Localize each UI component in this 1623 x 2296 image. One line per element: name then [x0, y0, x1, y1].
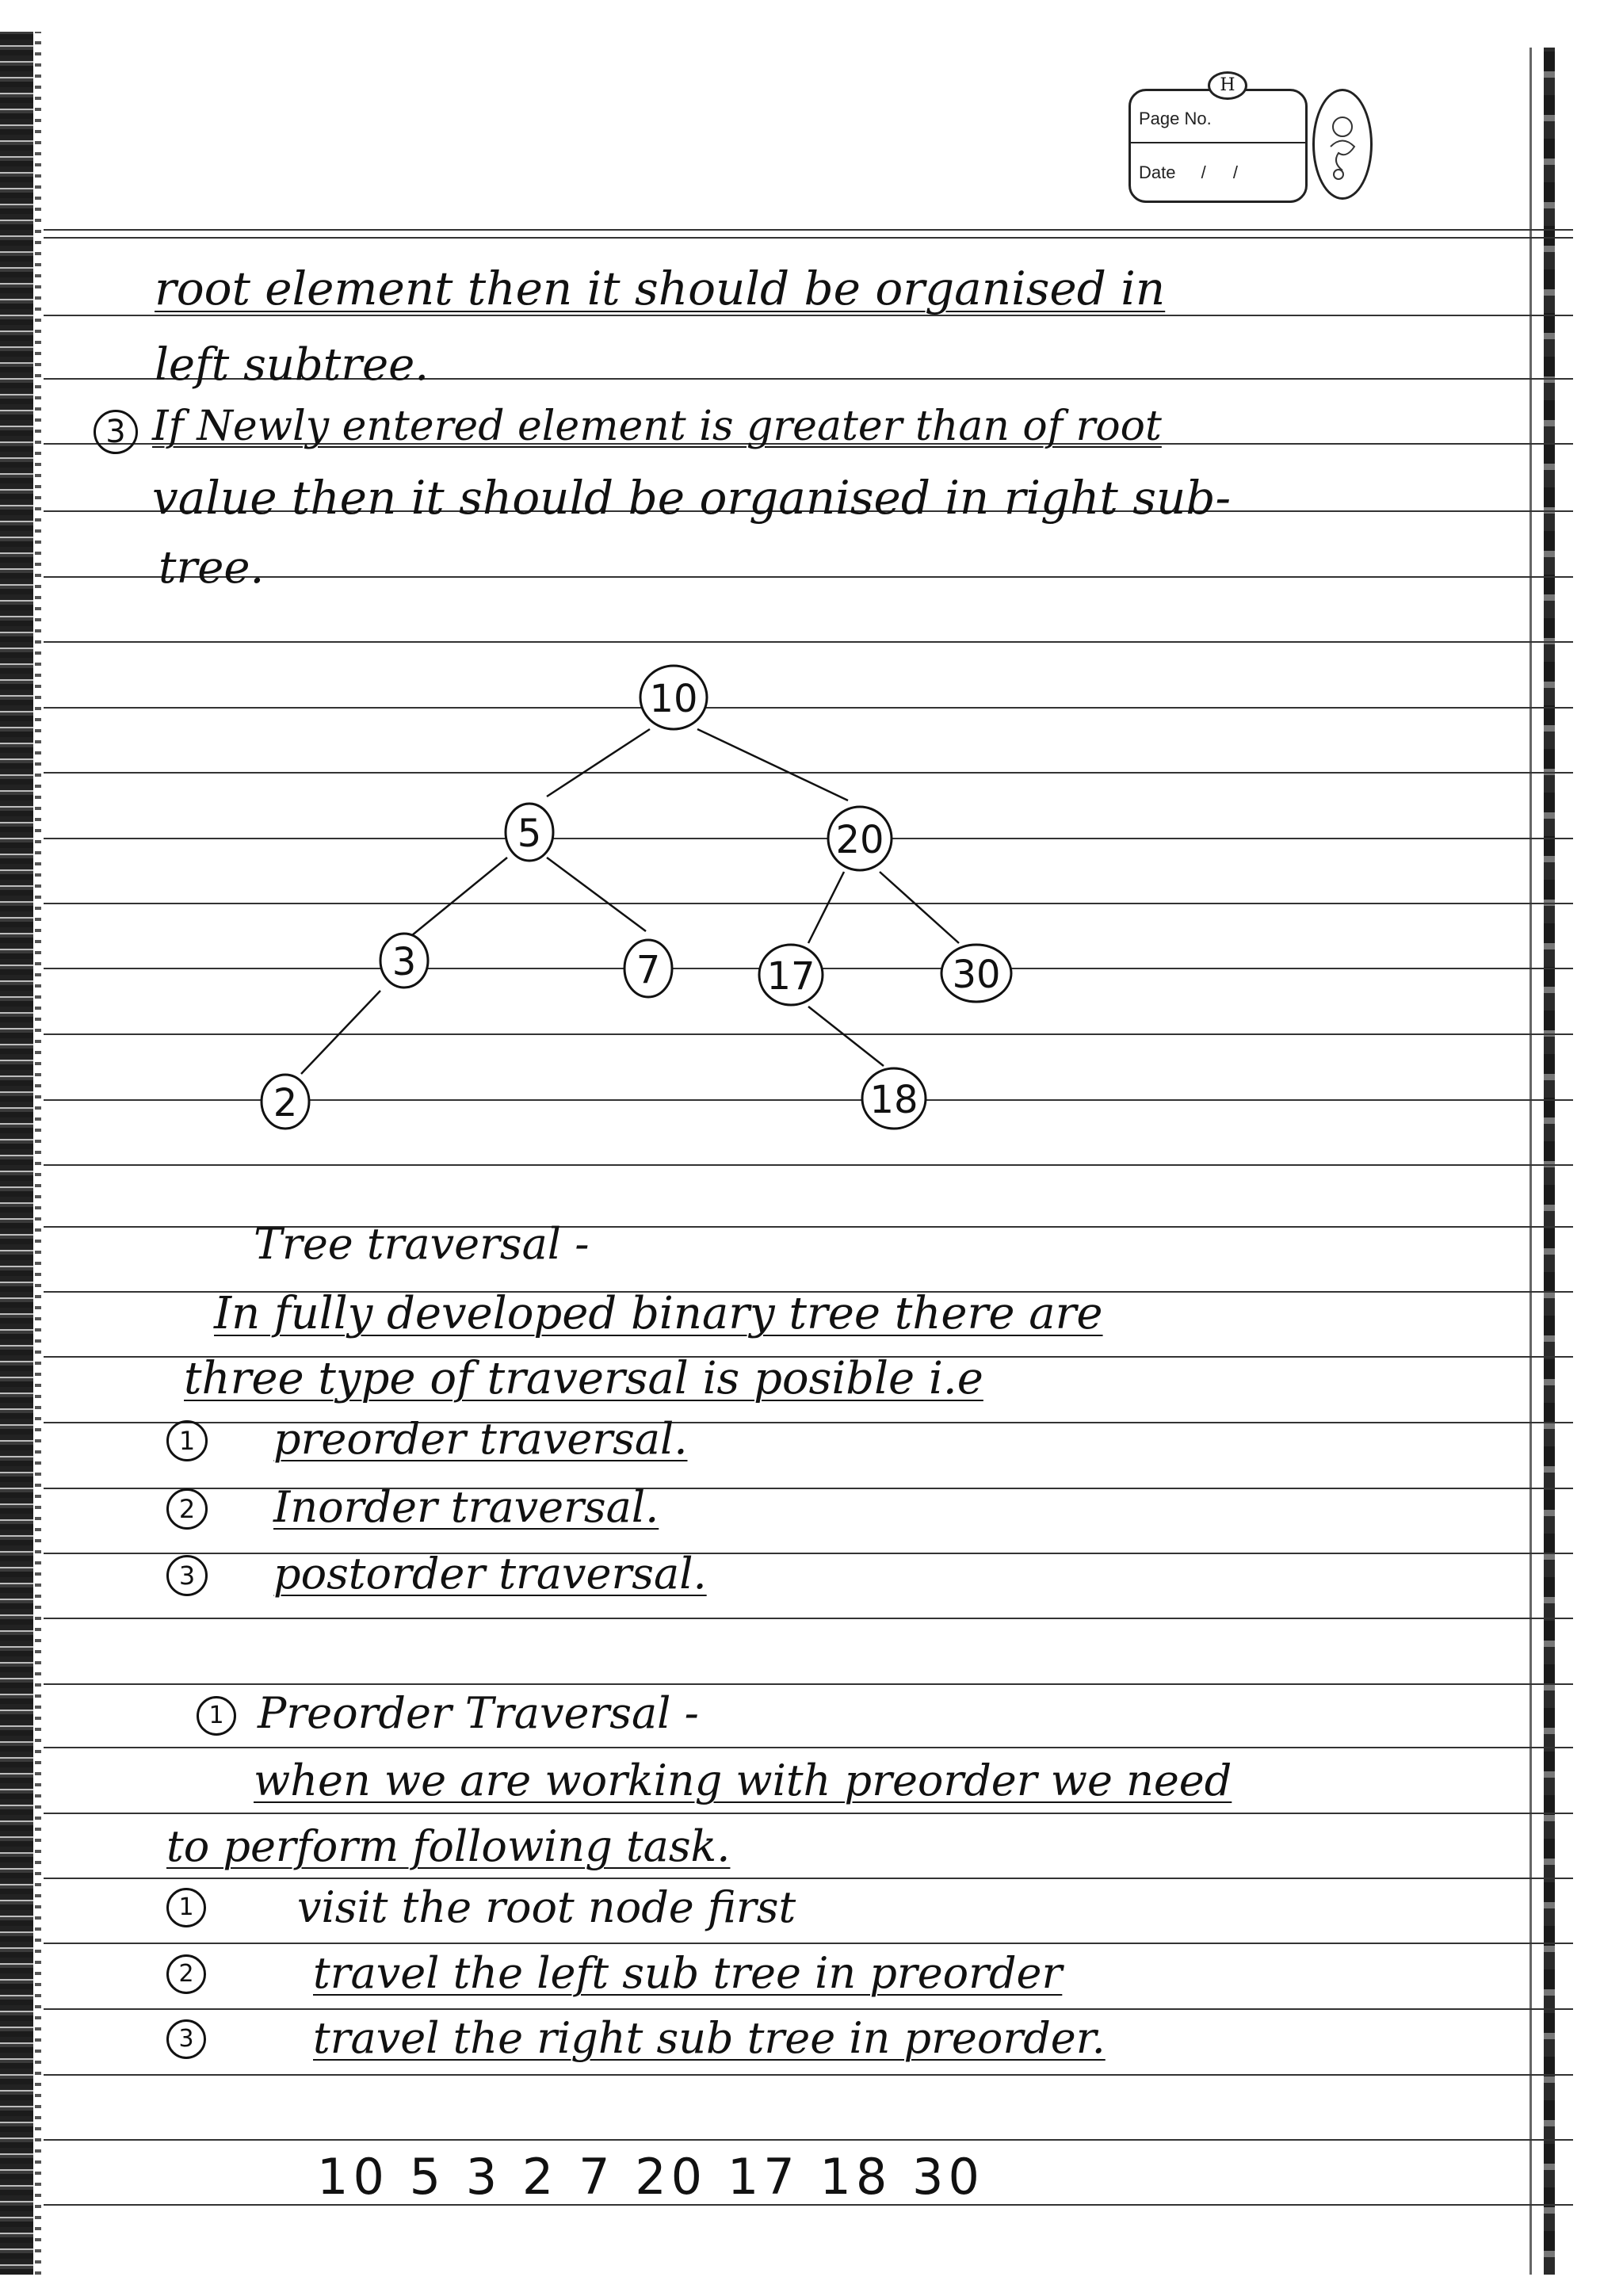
text-line-3: If Newly entered element is greater than of root	[152, 403, 1162, 450]
traversal-type-3-text: postorder traversal.	[273, 1549, 707, 1599]
edge-3-2	[301, 991, 380, 1074]
traversal-intro-2: three type of traversal is posible i.e	[184, 1353, 983, 1404]
node-7-label: 7	[636, 948, 661, 992]
item-number-circle: 3	[94, 410, 138, 454]
edge-5-7	[547, 858, 646, 931]
node-2-label: 2	[273, 1081, 298, 1125]
traversal-type-2-number: 2	[166, 1488, 208, 1530]
preorder-heading: Preorder Traversal -	[258, 1688, 699, 1738]
edge-17-18	[808, 1007, 884, 1066]
edge-20-17	[808, 872, 844, 943]
traversal-type-2-text: Inorder traversal.	[273, 1482, 659, 1532]
text-line-4: value then it should be organised in right sub-	[152, 471, 1232, 525]
text-line-5: tree.	[158, 542, 265, 594]
node-5-label: 5	[517, 812, 542, 856]
traversal-type-1-number: 1	[166, 1420, 208, 1461]
preorder-step-1-text: visit the root node first	[297, 1882, 796, 1932]
edge-5-3	[412, 858, 507, 935]
preorder-step-2-number: 2	[166, 1954, 206, 1994]
edge-10-5	[547, 729, 650, 797]
date-value: / /	[1201, 162, 1249, 182]
page-no-label: Page No.	[1139, 109, 1212, 128]
edge-20-30	[880, 872, 959, 943]
date-label: Date	[1139, 162, 1176, 182]
preorder-step-1-number: 1	[166, 1888, 206, 1927]
preorder-heading-number: 1	[197, 1696, 236, 1736]
preorder-step-3-number: 3	[166, 2019, 206, 2059]
preorder-desc-2: to perform following task.	[166, 1821, 731, 1871]
node-17-label: 17	[766, 954, 815, 999]
preorder-step-3-text: travel the right sub tree in preorder.	[313, 2013, 1106, 2063]
text-line-1: root element then it should be organised in	[155, 262, 1166, 315]
node-18-label: 18	[869, 1078, 918, 1122]
traversal-type-1-text: preorder traversal.	[273, 1414, 688, 1464]
traversal-heading: Tree traversal -	[254, 1219, 590, 1269]
preorder-result-sequence: 10 5 3 2 7 20 17 18 30	[317, 2148, 984, 2206]
edge-10-20	[697, 729, 848, 800]
traversal-intro-1: In fully developed binary tree there are	[214, 1288, 1103, 1339]
node-20-label: 20	[835, 818, 884, 862]
traversal-type-3-number: 3	[166, 1555, 208, 1596]
preorder-step-2-text: travel the left sub tree in preorder	[313, 1948, 1063, 1998]
text-line-2: left subtree.	[155, 339, 430, 391]
node-10-label: 10	[649, 677, 698, 721]
node-3-label: 3	[391, 940, 417, 984]
node-30-label: 30	[952, 953, 1001, 997]
preorder-desc-1: when we are working with preorder we need	[254, 1755, 1232, 1805]
page-mark-circle: H	[1208, 71, 1247, 100]
